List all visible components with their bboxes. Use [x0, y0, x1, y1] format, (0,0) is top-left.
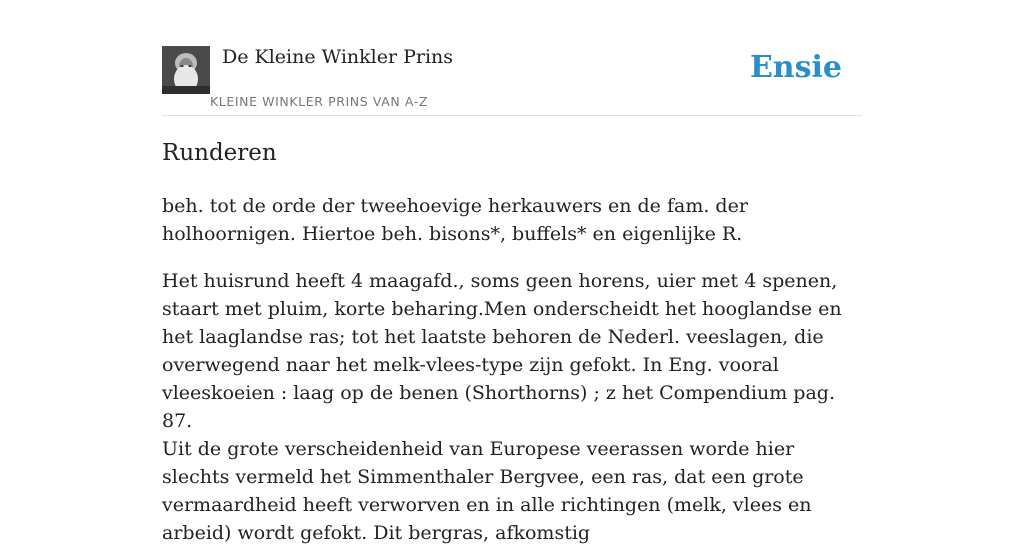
- entry-paragraph-2: Het huisrund heeft 4 maagafd., soms geen horens, uier met 4 spenen, staart met pluim, korte beharing.Men onderscheidt het hooglandse en het laaglandse ras; tot het laatste behoren de Nederl. veeslagen, die overwegend naar het melk-vlees-type zijn gefokt. In Eng. vooral vleeskoeien : laag op de benen (Shorthorns) ; z het Compendium pag. 87.: [162, 270, 842, 432]
- avatar[interactable]: [162, 46, 210, 94]
- source-subtitle[interactable]: KLEINE WINKLER PRINS VAN A-Z: [210, 94, 429, 109]
- entry-paragraph-3: Uit de grote verscheidenheid van Europese veerassen worde hier slechts vermeld het Simmenthaler Bergvee, een ras, dat een grote vermaardheid heeft verworven en in alle richtingen (melk, vlees en arbeid) wordt gefokt. Dit bergras, afkomstig: [162, 438, 812, 544]
- ensie-logo[interactable]: Ensie: [749, 50, 842, 85]
- author-portrait-icon: [162, 46, 210, 94]
- entry-paragraph-1: beh. tot de orde der tweehoevige herkauwers en de fam. der holhoornigen. Hiertoe beh. bisons*, buffels* en eigenlijke R.: [162, 195, 748, 245]
- source-title[interactable]: De Kleine Winkler Prins: [222, 46, 454, 68]
- entry-title: Runderen: [162, 140, 277, 166]
- header-divider: [162, 115, 862, 116]
